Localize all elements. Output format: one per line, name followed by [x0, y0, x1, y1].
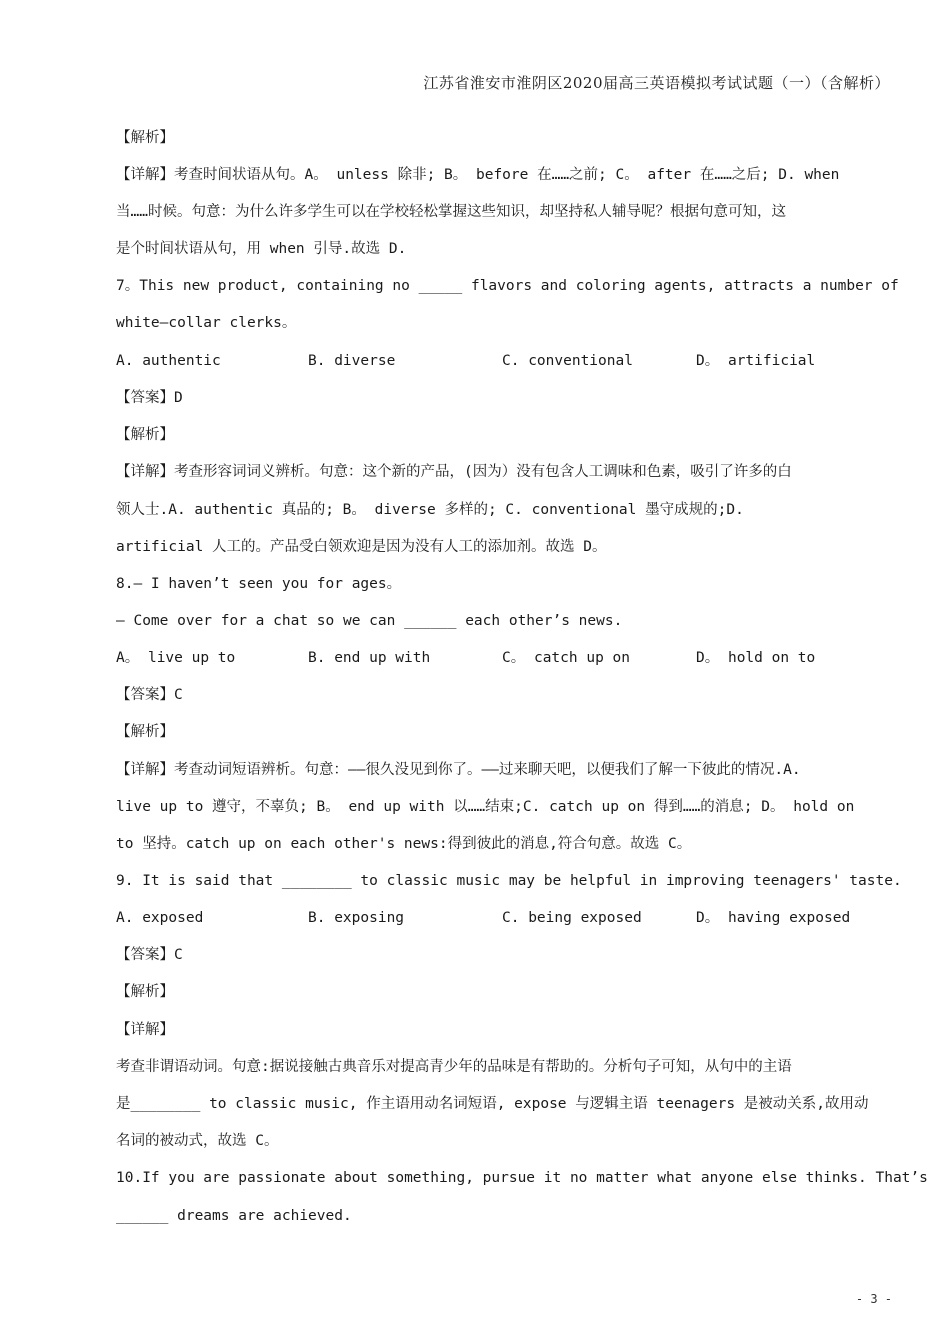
- q7-detail-line-3: artificial 人工的。产品受白领欢迎是因为没有人工的添加剂。故选 D。: [116, 539, 607, 555]
- q8-option-d: D。 hold on to: [696, 650, 816, 666]
- q8-option-b: B. end up with: [308, 650, 431, 666]
- q8-detail-line-2: live up to 遵守，不辜负; B。 end up with 以……结束;C. catch up on 得到……的消息; D。 hold on: [116, 799, 855, 815]
- page-header-title: 江苏省淮安市淮阴区2020届高三英语模拟考试试题（一）（含解析）: [423, 74, 890, 92]
- q7-detail-line-1: 【详解】考查形容词词义辨析。句意：这个新的产品，(因为）没有包含人工调味和色素，吸引了许多的白: [116, 464, 792, 480]
- q7-stem-line-2: white—collar clerks。: [116, 315, 297, 331]
- q6-detail-line-3: 是个时间状语从句，用 when 引导.故选 D.: [116, 241, 407, 257]
- q7-option-d: D。 artificial: [696, 353, 816, 369]
- q7-analysis-heading: 【解析】: [116, 427, 174, 443]
- q9-option-a: A. exposed: [116, 910, 204, 926]
- q8-option-a: A。 live up to: [116, 650, 236, 666]
- q9-stem-line-1: 9. It is said that ________ to classic music may be helpful in improving teenagers' taste.: [116, 873, 902, 889]
- q6-detail-line-1: 【详解】考查时间状语从句。A。 unless 除非; B。 before 在……之前; C。 after 在……之后; D. when: [116, 167, 840, 183]
- q9-analysis-heading: 【解析】: [116, 984, 174, 1000]
- q8-answer: 【答案】C: [116, 687, 183, 703]
- q8-option-c: C。 catch up on: [502, 650, 630, 666]
- q7-option-a: A. authentic: [116, 353, 221, 369]
- q9-detail-line-2: 是________ to classic music, 作主语用动名词短语, expose 与逻辑主语 teenagers 是被动关系,故用动: [116, 1096, 869, 1112]
- q9-detail-line-3: 名词的被动式，故选 C。: [116, 1133, 279, 1149]
- q9-option-d: D。 having exposed: [696, 910, 851, 926]
- q7-answer: 【答案】D: [116, 390, 183, 406]
- q10-stem-line-1: 10.If you are passionate about something, pursue it no matter what anyone else thinks. That’s: [116, 1170, 928, 1186]
- q9-detail-line-1: 考查非谓语动词。句意:据说接触古典音乐对提高青少年的品味是有帮助的。分析句子可知，从句中的主语: [116, 1059, 792, 1075]
- q8-analysis-heading: 【解析】: [116, 724, 174, 740]
- q7-stem-line-1: 7。This new product, containing no _____ flavors and coloring agents, attracts a number of: [116, 278, 899, 294]
- q7-option-b: B. diverse: [308, 353, 396, 369]
- q6-detail-line-2: 当……时候。句意：为什么许多学生可以在学校轻松掌握这些知识，却坚持私人辅导呢？根据句意可知，这: [116, 204, 786, 220]
- page-number: - 3 -: [855, 1292, 892, 1306]
- q8-detail-line-1: 【详解】考查动词短语辨析。句意：——很久没见到你了。——过来聊天吧，以便我们了解一下彼此的情况.A.: [116, 762, 801, 778]
- q10-stem-line-2: ______ dreams are achieved.: [116, 1208, 352, 1224]
- q8-stem-line-1: 8.— I haven’t seen you for ages。: [116, 576, 402, 592]
- q8-detail-line-3: to 坚持。catch up on each other's news:得到彼此的消息,符合句意。故选 C。: [116, 836, 692, 852]
- q9-detail-heading: 【详解】: [116, 1022, 174, 1038]
- q9-option-c: C. being exposed: [502, 910, 642, 926]
- q9-option-b: B. exposing: [308, 910, 405, 926]
- q6-analysis-heading: 【解析】: [116, 130, 174, 146]
- q8-stem-line-2: — Come over for a chat so we can ______ each other’s news.: [116, 613, 623, 629]
- q7-detail-line-2: 领人士.A. authentic 真品的; B。 diverse 多样的; C. conventional 墨守成规的;D.: [116, 502, 744, 518]
- q9-answer: 【答案】C: [116, 947, 183, 963]
- q7-option-c: C. conventional: [502, 353, 633, 369]
